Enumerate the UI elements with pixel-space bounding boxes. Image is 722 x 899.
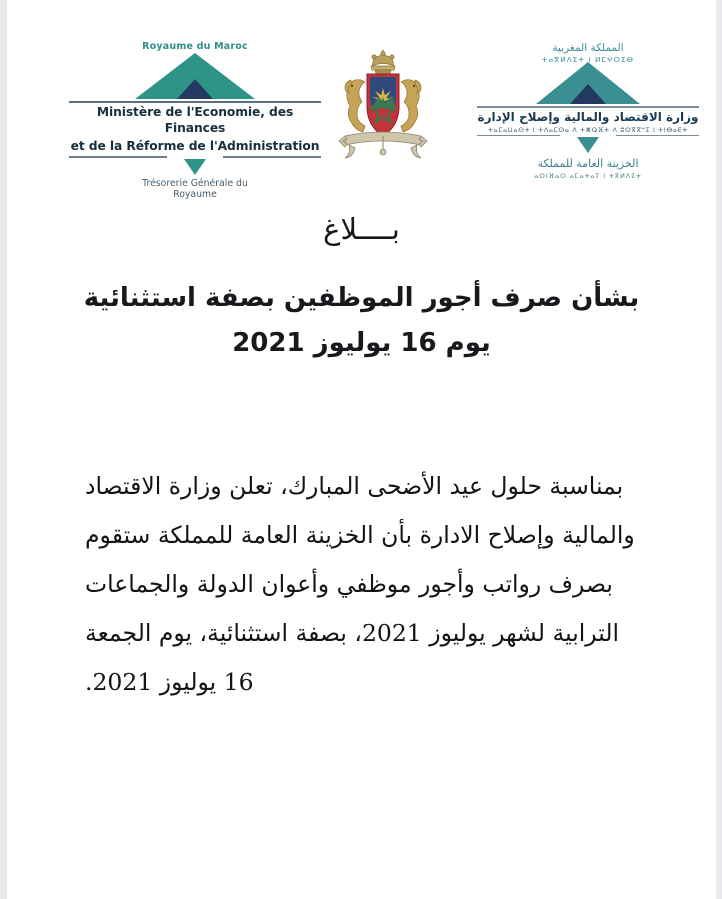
divider-bottom: [69, 156, 321, 158]
ministry-name-line1: Ministère de l'Economie, des Finances: [96, 105, 294, 135]
subtitle-line: يوم 16 يوليوز 2021: [232, 327, 491, 358]
ministry-logo-french: [69, 42, 321, 201]
divider-bottom-arabic: [477, 135, 699, 137]
subtitle-line: بشأن صرف أجور الموظفين بصفة استثنائية: [83, 283, 640, 313]
coat-of-arms-icon: [329, 44, 437, 166]
document-header: [7, 34, 716, 209]
kingdom-label-arabic: المملكة المغربية: [552, 42, 624, 54]
treasury-label-line1: Trésorerie Générale du: [142, 177, 248, 189]
chevron-icon: [69, 53, 321, 99]
page-title: بــــلاغ: [323, 212, 400, 246]
body-line: الترابية لشهر يوليوز 2021، بصفة استثنائية، يوم الجمعة: [85, 618, 620, 647]
chevron-icon-arabic: [477, 64, 699, 104]
treasury-label-line2: Royaume: [173, 189, 217, 201]
ministry-name-line2: et de la Réforme de l'Administration: [70, 138, 320, 153]
body-line: والمالية وإصلاح الادارة بأن الخزينة العامة للمملكة ستقوم: [85, 520, 635, 549]
kingdom-label-tifinagh: ⵜⴰⴳⵍⴷⵉⵜ ⵏ ⵍⵎⵖⵔⵉⴱ: [541, 55, 635, 65]
body-line: بصرف رواتب وأجور موظفي وأعوان الدولة والجماعات: [85, 569, 613, 598]
treasury-label-tifinagh: ⴰⵙⵏⴼⴰⵔ ⴰⵎⴰⵜⴰⵢ ⵏ ⵜⴳⵍⴷⵉⵜ: [534, 171, 642, 180]
triangle-down-icon: [184, 159, 206, 175]
treasury-label-arabic: الخزينة العامة للمملكة: [537, 157, 639, 171]
ministry-logo-arabic: [477, 42, 699, 180]
body-line: بمناسبة حلول عيد الأضحى المبارك، تعلن وزارة الاقتصاد: [85, 472, 624, 500]
ministry-name-arabic: وزارة الاقتصاد والمالية وإصلاح الإدارة: [477, 110, 699, 125]
ministry-name-tifinagh: ⵜⴰⵎⴰⵡⴰⵙⵜ ⵏ ⵜⴷⴰⵎⵙⴰ ⴷ ⵜⵥⵕⴼⵜ ⴷ ⵓⵙⴳⴳⵯⵉ ⵏ ⵜⵏⴱⴰⴹⵜ: [487, 125, 689, 134]
document-subtitle: [67, 276, 656, 365]
kingdom-label-french: Royaume du Maroc: [142, 41, 248, 52]
triangle-down-icon-arabic: [577, 137, 599, 153]
document-body: [85, 462, 642, 706]
body-line: 16 يوليوز 2021.: [85, 667, 254, 696]
